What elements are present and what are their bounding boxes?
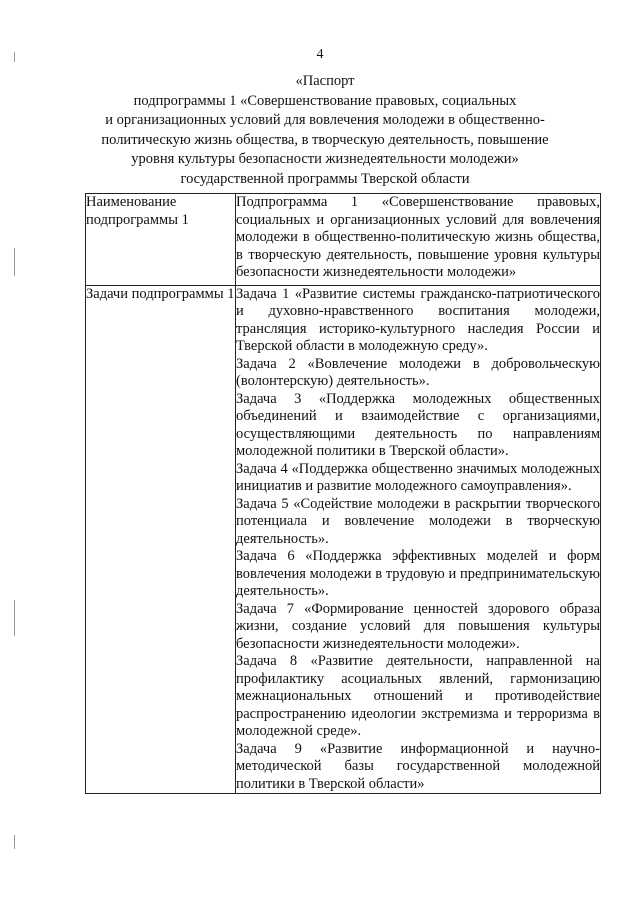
row-label: Наименование подпрограммы 1 — [86, 194, 236, 286]
row-content — [236, 285, 601, 794]
scan-edge-mark — [14, 248, 15, 276]
passport-table — [85, 193, 601, 794]
task-paragraph: Задача 1 «Развитие системы гражданско-патриотического и духовно-нравственного воспитания молодежи, трансляция историко-культурного наследия России и Тверской области в молодежную среду». — [236, 285, 600, 354]
task-paragraph: Задача 4 «Поддержка общественно значимых молодежных инициатив и развитие молодежного самоуправления». — [236, 460, 600, 494]
task-paragraph: Задача 8 «Развитие деятельности, направленной на профилактику асоциальных явлений, гармонизацию межнациональных отношений и противодействие распространению идеологии экстремизма и терроризма в молодежной среде». — [236, 653, 600, 739]
task-paragraph: Задача 3 «Поддержка молодежных общественных объединений и взаимодействие с организациями, осуществляющими деятельность по направлениям молодежной политики в Тверской области». — [236, 390, 600, 459]
task-paragraph: Задача 6 «Поддержка эффективных моделей и форм вовлечения молодежи в трудовую и предпринимательскую деятельность». — [236, 548, 600, 599]
heading-line: подпрограммы 1 «Совершенствование правовых, социальных — [133, 92, 517, 109]
scan-edge-mark — [14, 600, 15, 636]
row-label: Задачи подпрограммы 1 — [86, 285, 236, 794]
page-number: 4 — [316, 47, 324, 62]
task-paragraph: Задача 5 «Содействие молодежи в раскрытии творческого потенциала и вовлечение молодежи в творческую деятельность». — [236, 495, 600, 547]
heading-line: «Паспорт — [295, 73, 355, 89]
task-paragraph: Задача 2 «Вовлечение молодежи в добровольческую (волонтерскую) деятельность». — [236, 355, 600, 389]
heading-line: государственной программы Тверской области — [180, 170, 470, 187]
passport-heading — [90, 72, 560, 190]
content-paragraph: Подпрограмма 1 «Совершенствование правовых, социальных и организационных условий для вовлечения молодежи в общественно-политическую жизнь общества, в творческую деятельность, повышение уровня культуры безопасности жизнедеятельности молодежи» — [236, 194, 600, 280]
heading-line: уровня культуры безопасности жизнедеятельности молодежи» — [131, 151, 519, 168]
heading-line: и организационных условий для вовлечения молодежи в общественно- — [105, 112, 545, 129]
row-content — [236, 194, 601, 286]
table-row-name — [86, 194, 601, 286]
task-paragraph: Задача 7 «Формирование ценностей здорового образа жизни, создание условий для повышения культуры безопасности жизнедеятельности молодежи». — [236, 600, 600, 652]
table-row-tasks — [86, 285, 601, 794]
heading-line: политическую жизнь общества, в творческую деятельность, повышение — [101, 131, 549, 148]
scan-edge-mark — [14, 835, 15, 849]
task-paragraph: Задача 9 «Развитие информационной и научно-методической базы государственной молодежной политики в Тверской области» — [236, 740, 600, 792]
